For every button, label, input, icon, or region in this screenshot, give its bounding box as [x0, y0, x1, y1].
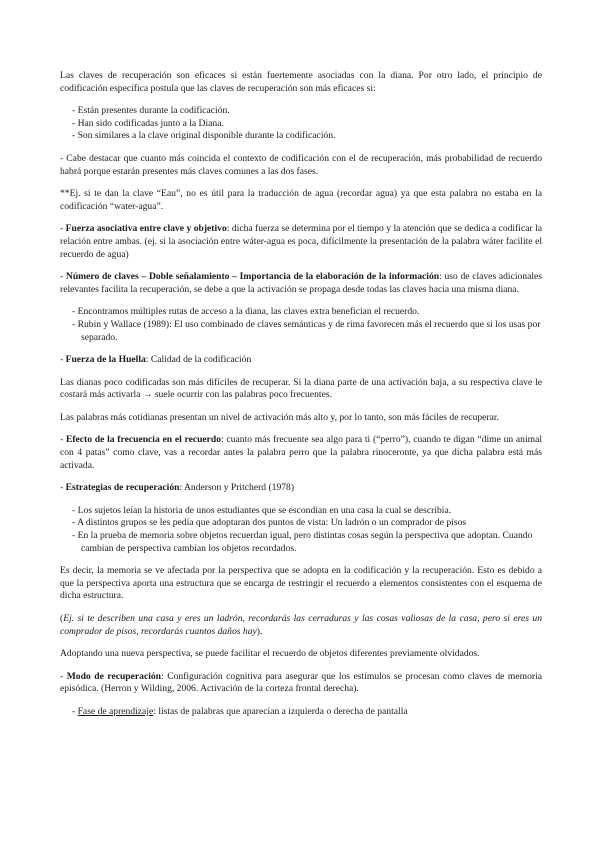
underlined-term: Fase de aprendizaje: [77, 705, 154, 717]
context-paragraph: - Cabe destacar que cuanto más coincida el contexto de codificación con el de recuperación, más probabilidad de recuerdo habrá porque estarán presentes más claves comunes a las dos fases.: [60, 152, 542, 177]
everyday-words-paragraph: Las palabras más cotidianas presentan un nivel de activación más alto y, por lo tanto, son más fáciles de recuperar.: [60, 411, 499, 423]
list-item: - Los sujetos leían la historia de unos estudiantes que se escondían en una casa la cual se describía.: [72, 505, 542, 518]
learning-phase-list: [60, 706, 542, 719]
section-retrieval-strategies: - Estrategias de recuperación: Anderson y Pritcherd (1978): [60, 482, 295, 494]
list-item: - Están presentes durante la codificación.: [72, 105, 542, 118]
list-item: - Son similares a la clave original disponible durante la codificación.: [72, 130, 542, 143]
italic-example: Ej. si te describen una casa y eres un ladrón, recordarás las cerraduras y las cosas valiosas de la casa, pero si eres un comprador de pisos, recordarás cuantos daños hay: [60, 613, 542, 637]
section-frequency-effect: - Efecto de la frecuencia en el recuerdo: cuanto más frecuente sea algo para ti (“perro”), cuando te digan “dime un animal con 4 patas” como clave, vas a recordar antes la palabra perro que la palabra rinoceronte, ya que dicha palabra está más activada.: [60, 434, 543, 471]
perspective-paragraph: Es decir, la memoria se ve afectada por la perspectiva que se adopta en la codificación y la recuperación. Esto es debido a que la perspectiva aporta una estructura que se encarga de restringir el recuerdo a elementos consistentes con el esquema de dicha estructura.: [60, 565, 542, 602]
cues-list: [60, 306, 542, 344]
list-item: - Han sido codificadas junto a la Diana.: [72, 118, 542, 131]
list-item: - Encontramos múltiples rutas de acceso a la diana, las claves extra benefician el recuerdo.: [72, 306, 542, 319]
example-paragraph: **Ej. si te dan la clave “Eau”, no es útil para la traducción de agua (recordar agua) ya que esta palabra no estaba en la codificación “water-agua”.: [60, 188, 542, 212]
section-heading: Efecto de la frecuencia en el recuerdo: [65, 434, 222, 446]
study-list: [60, 505, 542, 555]
list-item: - En la prueba de memoria sobre objetos recuerdan igual, pero distintas cosas según la perspectiva que adoptan. Cuando cambian de perspectiva cambian los objetos recordados.: [72, 530, 542, 555]
list-item: - Fase de aprendizaje: listas de palabras que aparecían a izquierda o derecha de pantalla: [72, 705, 408, 717]
list-item: - Rubin y Wallace (1989): El uso combinado de claves semánticas y de rima favorecen más el recuerdo que si los usas por separado.: [72, 319, 542, 344]
section-number-of-cues: - Número de claves – Doble señalamiento – Importancia de la elaboración de la información: uso de claves adicionales relevantes facilita la recuperación, se debe a que la activación se propaga desde todas las claves hacia una misma diana.: [60, 271, 543, 295]
section-retrieval-mode: - Modo de recuperación: Configuración cognitiva para asegurar que los estímulos se procesan como claves de memoria episódica. (Herron y Wilding, 2006. Activación de la corteza frontal derecha).: [60, 670, 543, 695]
section-heading: Fuerza asociativa entre clave y objetivo: [65, 223, 227, 235]
section-associative-strength: - Fuerza asociativa entre clave y objetivo: dicha fuerza se determina por el tiempo y la atención que se dedica a codificar la relación entre ambas. (ej. si la asociación entre wáter-agua es poca, difícilmente la presentación de la palabra wáter facilite el recuerdo de agua): [60, 223, 542, 260]
encoding-specificity-list: [60, 105, 542, 143]
section-heading: Número de claves – Doble señalamiento – Importancia de la elaboración de la información: [65, 271, 440, 283]
low-encoding-paragraph: Las dianas poco codificadas son más difíciles de recuperar. Si la diana parte de una activación baja, a su respectiva clave le costará más activarla → suele ocurrir con las palabras poco frecuentes.: [60, 376, 542, 401]
section-heading: Fuerza de la Huella: [65, 354, 146, 366]
intro-paragraph: Las claves de recuperación son eficaces si están fuertemente asociadas con la diana. Por otro lado, el principio de codificación específica postula que las claves de recuperación son más eficaces si:: [60, 70, 542, 94]
section-heading: Estrategias de recuperación: [65, 482, 180, 494]
list-item: - A distintos grupos se les pedía que adoptaran dos puntos de vista: Un ladrón o un comprador de pisos: [72, 517, 542, 530]
section-trace-strength: - Fuerza de la Huella: Calidad de la codificación: [60, 354, 252, 366]
italic-example-paragraph: (Ej. si te describen una casa y eres un ladrón, recordarás las cerraduras y las cosas valiosas de la casa, pero si eres un comprador de pisos, recordarás cuantos daños hay).: [60, 613, 542, 637]
new-perspective-paragraph: Adoptando una nueva perspectiva, se puede facilitar el recuerdo de objetos diferentes previamente olvidados.: [60, 648, 480, 660]
section-heading: Modo de recuperación: [66, 670, 162, 682]
